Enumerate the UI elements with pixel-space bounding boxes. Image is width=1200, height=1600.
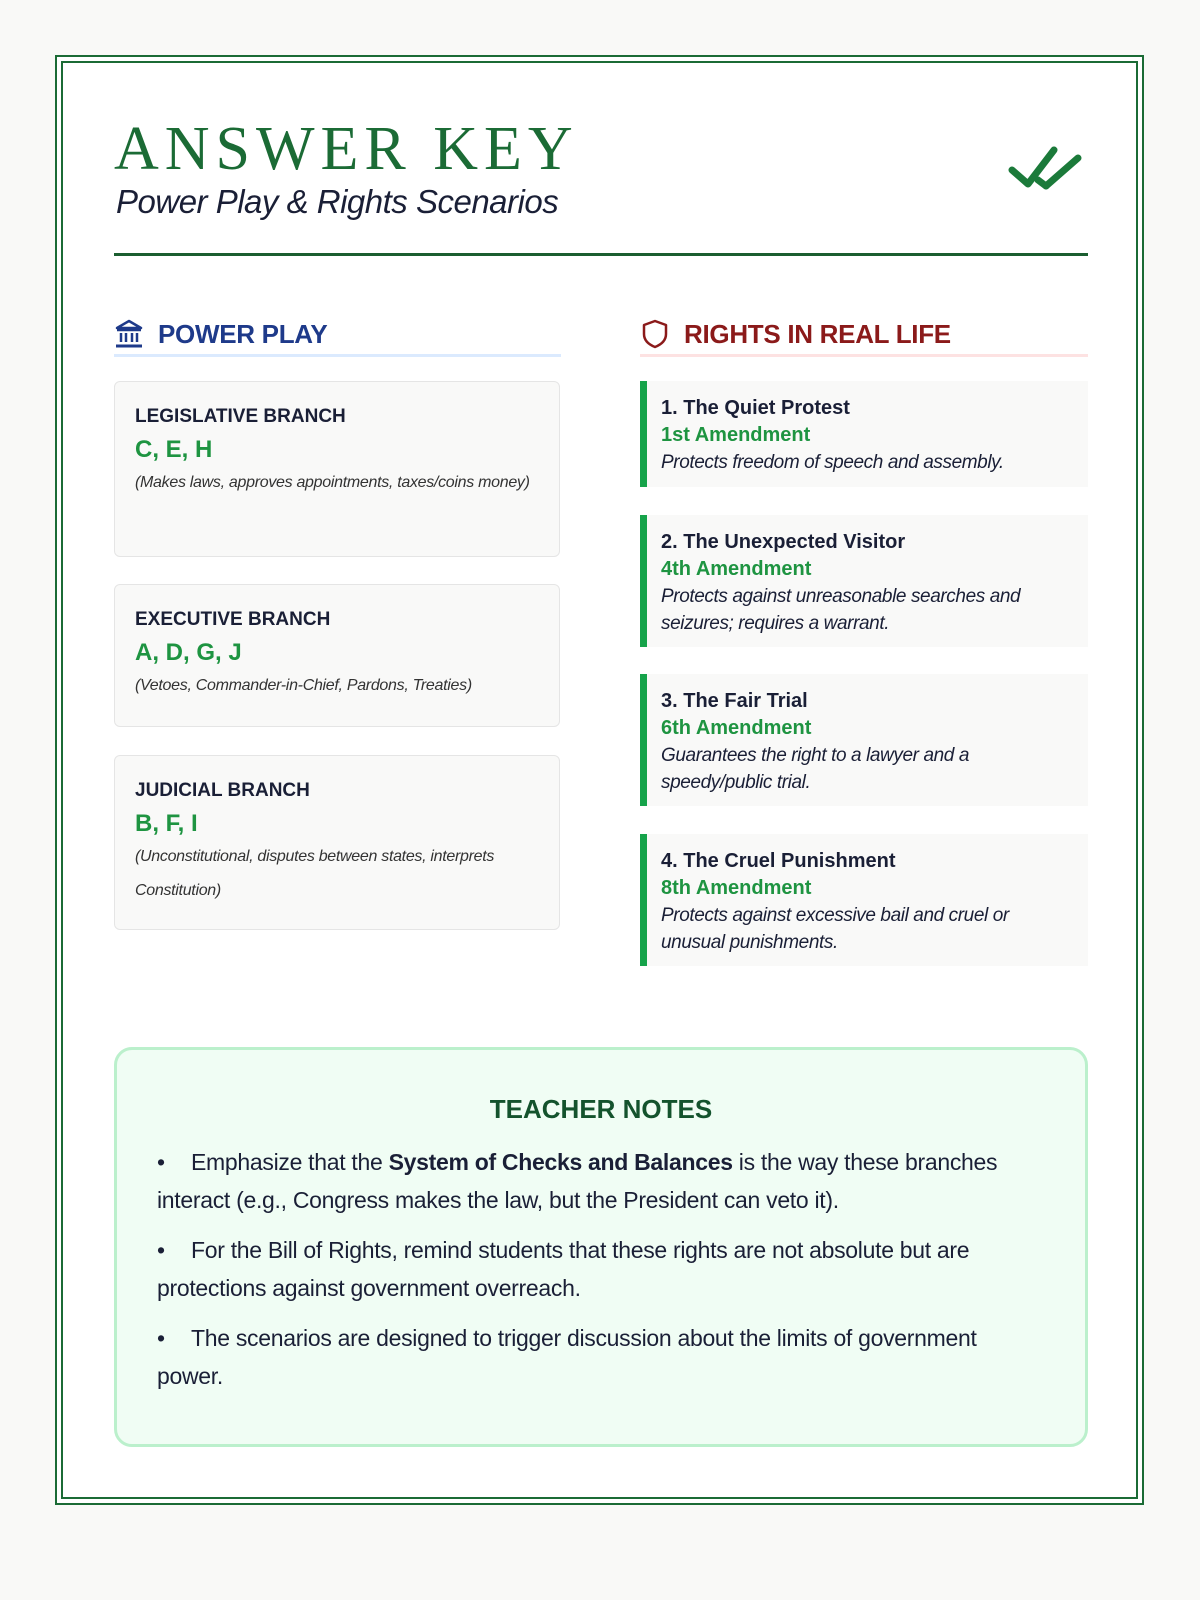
scenario-description: Protects freedom of speech and assembly. bbox=[661, 452, 1004, 473]
branch-answer: A, D, G, J bbox=[135, 639, 242, 666]
rights-heading bbox=[640, 314, 1088, 357]
scenario-card-2 bbox=[640, 515, 1088, 647]
bank-icon bbox=[114, 318, 144, 350]
branch-name: JUDICIAL BRANCH bbox=[135, 780, 310, 801]
note-text: The scenarios are designed to trigger discussion about the limits of government power. bbox=[157, 1325, 977, 1389]
scenario-card-4 bbox=[640, 834, 1088, 966]
scenario-description: Guarantees the right to a lawyer and a speedy/public trial. bbox=[661, 745, 969, 793]
bullet: • bbox=[157, 1325, 165, 1351]
branch-answer: C, E, H bbox=[135, 436, 213, 463]
scenario-title: 4. The Cruel Punishment bbox=[661, 850, 896, 872]
branch-card-legislative bbox=[114, 381, 560, 557]
teacher-note bbox=[157, 1143, 1045, 1219]
branch-name: LEGISLATIVE BRANCH bbox=[135, 406, 346, 427]
scenario-amendment: 8th Amendment bbox=[661, 877, 812, 899]
bullet: • bbox=[157, 1149, 165, 1175]
branch-answer: B, F, I bbox=[135, 810, 198, 837]
shield-icon bbox=[640, 318, 670, 350]
branch-name: EXECUTIVE BRANCH bbox=[135, 609, 331, 630]
branch-description: (Vetoes, Commander-in-Chief, Pardons, Treaties) bbox=[135, 677, 472, 694]
note-text: is the way these branches interact (e.g., Congress makes the law, but the President can veto it). bbox=[157, 1149, 998, 1213]
branch-description: (Unconstitutional, disputes between states, interprets Constitution) bbox=[135, 848, 495, 899]
teacher-note bbox=[157, 1231, 1045, 1307]
scenario-description: Protects against excessive bail and cruel or unusual punishments. bbox=[661, 905, 1009, 953]
scenario-card-3 bbox=[640, 674, 1088, 806]
scenario-amendment: 1st Amendment bbox=[661, 424, 811, 446]
power-play-title: POWER PLAY bbox=[158, 318, 328, 349]
note-text: For the Bill of Rights, remind students that these rights are not absolute but are protections against government overreach. bbox=[157, 1237, 970, 1301]
scenario-title: 2. The Unexpected Visitor bbox=[661, 531, 906, 553]
branch-description: (Makes laws, approves appointments, taxes/coins money) bbox=[135, 474, 530, 491]
scenario-card-1 bbox=[640, 381, 1088, 487]
scenario-amendment: 6th Amendment bbox=[661, 717, 812, 739]
teacher-notes-list bbox=[157, 1143, 1045, 1395]
scenario-title: 1. The Quiet Protest bbox=[661, 397, 850, 419]
header-divider bbox=[114, 253, 1088, 256]
teacher-notes-heading: TEACHER NOTES bbox=[489, 1094, 713, 1124]
scenario-description: Protects against unreasonable searches and seizures; requires a warrant. bbox=[661, 586, 1021, 634]
teacher-note bbox=[157, 1319, 1045, 1395]
double-check-icon bbox=[1008, 144, 1088, 196]
power-play-heading bbox=[114, 314, 561, 357]
bullet: • bbox=[157, 1237, 165, 1263]
scenario-amendment: 4th Amendment bbox=[661, 558, 812, 580]
branch-card-executive bbox=[114, 584, 560, 727]
rights-title: RIGHTS IN REAL LIFE bbox=[684, 318, 951, 349]
page-subtitle: Power Play & Rights Scenarios bbox=[116, 183, 559, 220]
branch-card-judicial bbox=[114, 755, 560, 930]
teacher-notes-box bbox=[114, 1047, 1088, 1447]
note-text: Emphasize that the bbox=[191, 1149, 389, 1175]
scenario-title: 3. The Fair Trial bbox=[661, 690, 808, 712]
note-emphasis: System of Checks and Balances bbox=[388, 1149, 733, 1175]
page-title: ANSWER KEY bbox=[114, 115, 579, 183]
